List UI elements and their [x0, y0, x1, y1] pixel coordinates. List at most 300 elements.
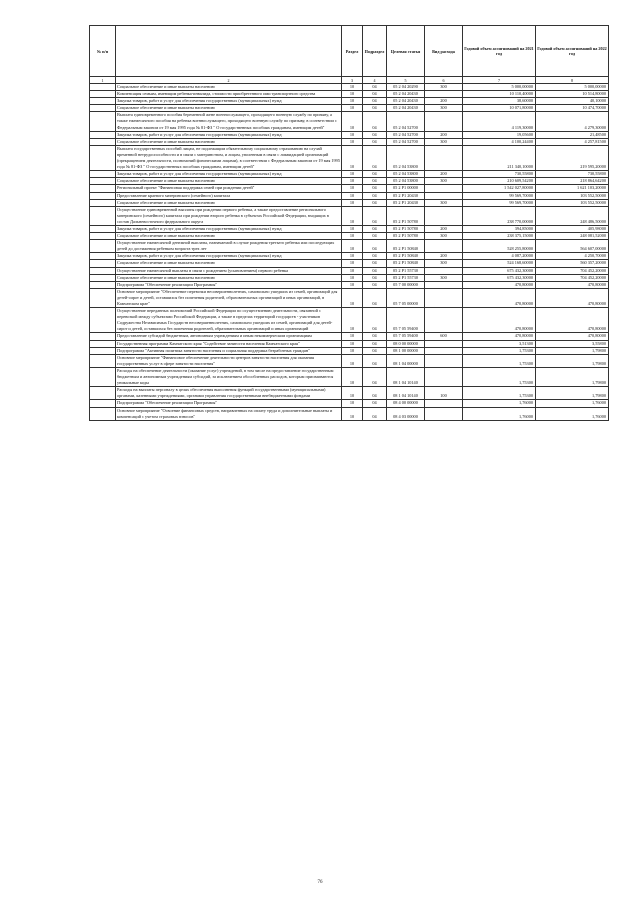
row-section: 10: [342, 253, 363, 260]
table-row: [90, 308, 609, 333]
row-amount-2022: 248 081,52000: [536, 233, 609, 240]
row-name: Выплата государственных пособий лицам, не подлежащим обязательному социальному страхованию на случай временной нетрудоспособности и в связи с материнством, и лицам, уволенным в связи с ликвидацией организаций (прекращением деятельности, полномочий физическими лицами), в соответствии с Федеральным законом от 19 мая 1995 года № 81-ФЗ " О государственных пособиях гражданам, имеющим детей": [117, 145, 340, 170]
row-section: 10: [342, 112, 363, 131]
table-row: [90, 233, 609, 240]
row-section: 10: [342, 91, 363, 98]
row-section: 10: [342, 281, 363, 288]
row-amount-2021: 675 432,30000: [463, 267, 536, 274]
row-expense-type: 300: [425, 178, 463, 185]
row-section: 10: [342, 225, 363, 232]
row-section: 10: [342, 192, 363, 199]
table-row: [90, 253, 609, 260]
row-number: [90, 131, 116, 138]
table-row: [90, 98, 609, 105]
table-row: [90, 112, 609, 131]
table-row: [90, 407, 609, 420]
col-number: 4: [363, 77, 387, 84]
row-subsection: 04: [363, 138, 387, 145]
row-subsection: 04: [363, 267, 387, 274]
table-row: [90, 131, 609, 138]
row-expense-type: [425, 400, 463, 407]
row-number: [90, 354, 116, 367]
table-row: [90, 260, 609, 267]
row-number: [90, 387, 116, 400]
row-section: 10: [342, 267, 363, 274]
row-expense-type: 300: [425, 199, 463, 206]
row-target-article: 08 1 00 00000: [387, 347, 425, 354]
table-row: [90, 267, 609, 274]
row-subsection: 04: [363, 387, 387, 400]
row-subsection: 04: [363, 367, 387, 386]
row-target-article: 05 2 04 20430: [387, 91, 425, 98]
row-amount-2022: 5 000,00000: [536, 84, 609, 91]
row-name: Подпрограмма "Обеспечение реализации Программы": [116, 281, 342, 288]
col-number: 5: [387, 77, 425, 84]
row-section: 10: [342, 199, 363, 206]
row-number: [90, 400, 116, 407]
row-amount-2022: 1,79800: [536, 347, 609, 354]
row-subsection: 04: [363, 288, 387, 307]
row-amount-2021: 1,75300: [463, 354, 536, 367]
header-name: [116, 26, 342, 77]
row-amount-2022: 218 864,64200: [536, 178, 609, 185]
row-target-article: 08 1 04 10140: [387, 367, 425, 386]
row-subsection: 04: [363, 105, 387, 112]
row-target-article: 05 2 04 53800: [387, 171, 425, 178]
row-subsection: 04: [363, 333, 387, 340]
row-amount-2021: 1,75300: [463, 387, 536, 400]
row-target-article: 05 2 P1 00000: [387, 185, 425, 192]
row-target-article: 05 7 00 00000: [387, 281, 425, 288]
row-number: [90, 260, 116, 267]
row-subsection: 04: [363, 91, 387, 98]
table-row: [90, 367, 609, 386]
row-section: 10: [342, 308, 363, 333]
table-row: [90, 185, 609, 192]
row-name: Компенсация семьям, имеющим ребенка-инвалида, стоимости приобретенного ими транспортного средства: [116, 91, 342, 98]
table-row: [90, 281, 609, 288]
col-number: 7: [463, 77, 536, 84]
row-subsection: 04: [363, 112, 387, 131]
header-2022: Годовой объем ассигнований на 2022 год: [536, 26, 609, 77]
row-target-article: 05 2 P1 55730: [387, 267, 425, 274]
row-expense-type: [425, 240, 463, 253]
table-row: [90, 240, 609, 253]
row-target-article: 05 7 05 00000: [387, 288, 425, 307]
row-expense-type: [425, 145, 463, 170]
row-expense-type: [425, 192, 463, 199]
table-row: [90, 91, 609, 98]
row-target-article: 08 4 03 00000: [387, 407, 425, 420]
row-amount-2022: 21,48500: [536, 131, 609, 138]
row-subsection: 04: [363, 98, 387, 105]
row-number: [90, 267, 116, 274]
row-number: [90, 145, 116, 170]
row-number: [90, 407, 116, 420]
row-name: Социальное обеспечение и иные выплаты населению: [116, 138, 342, 145]
row-expense-type: 300: [425, 233, 463, 240]
row-subsection: 04: [363, 260, 387, 267]
row-name: Выплата единовременного пособия беременной жене военнослужащего, проходящего военную службу по призыву, а также ежемесячного пособия на ребенка военнослужащего, проходящего военную службу по призыву, в соответствии с Федеральным законом от 19 мая 1995 года № 81-ФЗ " О государственных пособиях гражданам, имеющим детей": [116, 112, 342, 131]
row-section: 10: [342, 171, 363, 178]
row-name: Закупка товаров, работ и услуг для обеспечения государственных (муниципальных) нужд: [116, 225, 342, 232]
row-amount-2021: 1 542 027,80000: [463, 185, 536, 192]
row-section: 10: [342, 407, 363, 420]
row-target-article: 08 1 04 10140: [387, 387, 425, 400]
row-amount-2021: 1,76000: [463, 407, 536, 420]
table-row: [90, 105, 609, 112]
row-name: Осуществление единовременной выплаты при рождении первого ребенка, а также предоставление регионального материнского (семейного) капитала при рождении второго ребенка в субъектах Российской Федерации, входящих в состав Дальневосточного федерального округа: [116, 206, 342, 225]
row-number: [90, 199, 116, 206]
row-amount-2022: 704 452,20000: [536, 274, 609, 281]
row-target-article: 05 2 P1 55730: [387, 274, 425, 281]
row-name: Основное мероприятие "Финансовое обеспечение деятельности центров занятости населения для оказания государственных услуг в сфере занятости населения": [116, 354, 342, 367]
table-row: [90, 145, 609, 170]
row-amount-2021: 211 340,10000: [463, 145, 536, 170]
row-amount-2022: 1 621 103,20000: [536, 185, 609, 192]
row-amount-2022: 1,76000: [536, 407, 609, 420]
table-row: [90, 171, 609, 178]
row-amount-2022: 10 514,80000: [536, 91, 609, 98]
row-target-article: 05 2 P1 50780: [387, 233, 425, 240]
header-section: Раздел: [342, 26, 363, 77]
row-target-article: 05 7 05 59400: [387, 333, 425, 340]
table-header-row: [90, 26, 609, 77]
row-amount-2022: 470,80000: [536, 281, 609, 288]
row-name: Социальное обеспечение и иные выплаты населению: [116, 178, 342, 185]
row-amount-2021: 10 071,80000: [463, 105, 536, 112]
row-amount-2021: 1,75300: [463, 347, 536, 354]
row-section: 10: [342, 185, 363, 192]
row-number: [90, 333, 116, 340]
row-expense-type: 300: [425, 138, 463, 145]
row-name: Расходы на выплаты персоналу в целях обеспечения выполнения функций государственными (муниципальными) органами, казенными учреждениями, органами управления государственными внебюджетными фондами: [116, 387, 342, 400]
row-number: [90, 274, 116, 281]
row-expense-type: [425, 91, 463, 98]
table-row: [90, 225, 609, 232]
row-amount-2022: 1,79800: [536, 367, 609, 386]
row-amount-2021: 394,85000: [463, 225, 536, 232]
row-number: [90, 340, 116, 347]
row-amount-2021: 675 432,30000: [463, 274, 536, 281]
row-expense-type: [425, 112, 463, 131]
budget-table-sheet: [89, 25, 608, 421]
row-target-article: 05 2 04 20290: [387, 84, 425, 91]
row-target-article: 05 2 P1 50780: [387, 225, 425, 232]
row-name: Основное мероприятие "Обеспечение перевозки несовершеннолетних, самовольно ушедших из семей, организаций для детей-сирот и детей, оставшихся без попечения родителей, образовательных организаций и иных организаций, в Камчатском крае": [116, 288, 342, 307]
row-target-article: 05 7 05 59400: [387, 308, 425, 333]
row-subsection: 04: [363, 206, 387, 225]
row-subsection: 04: [363, 171, 387, 178]
row-amount-2021: 238 375,15000: [463, 233, 536, 240]
table-row: [90, 340, 609, 347]
row-expense-type: 600: [425, 333, 463, 340]
row-number: [90, 281, 116, 288]
header-2021: Годовой объем ассигнований на 2021 год: [463, 26, 536, 77]
row-number: [90, 112, 116, 131]
col-number: 8: [536, 77, 609, 84]
row-amount-2022: 103 552,50000: [536, 199, 609, 206]
table-row: [90, 288, 609, 307]
row-amount-2022: 1,79800: [536, 354, 609, 367]
row-amount-2022: 470,80000: [536, 333, 609, 340]
row-number: [90, 192, 116, 199]
row-target-article: 05 2 04 52700: [387, 131, 425, 138]
budget-table: [89, 25, 609, 421]
table-row: [90, 347, 609, 354]
row-section: 10: [342, 105, 363, 112]
row-expense-type: 200: [425, 131, 463, 138]
row-subsection: 04: [363, 145, 387, 170]
header-subsection: Подраздел: [363, 26, 387, 77]
row-target-article: 05 2 P1 50840: [387, 253, 425, 260]
row-amount-2021: 470,80000: [463, 288, 536, 307]
row-name: Осуществление ежемесячной денежной выплаты, назначаемой в случае рождения третьего ребенка или последующих детей до достижения ребенком возраста трех лет: [116, 240, 342, 253]
row-number: [90, 91, 116, 98]
row-section: 10: [342, 131, 363, 138]
row-subsection: 04: [363, 131, 387, 138]
row-section: 10: [342, 138, 363, 145]
row-name: Осуществление переданных полномочий Российской Федерации по осуществлению деятельности, связанной с перевозкой между субъектами Российской Федерации, а также в пределах территорий государств - участников Содружества Независимых Государств несовершеннолетних, самовольно ушедших из семей, организаций для детей-сирот и детей, оставшихся без попечения родителей, образовательных организаций и иных организаций: [116, 308, 342, 333]
row-expense-type: 200: [425, 98, 463, 105]
row-amount-2021: 4 119,30000: [463, 112, 536, 131]
row-amount-2021: 99 569,70000: [463, 192, 536, 199]
row-expense-type: 300: [425, 84, 463, 91]
table-row: [90, 333, 609, 340]
row-subsection: 04: [363, 253, 387, 260]
row-amount-2022: 3,55800: [536, 340, 609, 347]
row-amount-2022: 40,10000: [536, 98, 609, 105]
row-name: Социальное обеспечение и иные выплаты населению: [116, 260, 342, 267]
row-number: [90, 288, 116, 307]
row-section: 10: [342, 347, 363, 354]
row-expense-type: 200: [425, 171, 463, 178]
row-target-article: 08 0 00 00000: [387, 340, 425, 347]
row-section: 10: [342, 233, 363, 240]
row-subsection: 04: [363, 281, 387, 288]
row-name: Подпрограмма "Обеспечение реализации Программы": [116, 400, 342, 407]
row-amount-2021: 470,80000: [463, 333, 536, 340]
row-amount-2021: 528 255,80000: [463, 240, 536, 253]
row-amount-2022: 704 452,20000: [536, 267, 609, 274]
row-number: [90, 367, 116, 386]
row-target-article: 05 2 04 52700: [387, 138, 425, 145]
table-row: [90, 199, 609, 206]
row-subsection: 04: [363, 308, 387, 333]
row-name: Основное мероприятие "Освоение финансовых средств, направленных на оплату труда и дополнительные выплаты и компенсаций с учетом страховых взносов": [116, 407, 342, 420]
row-amount-2021: 1,76000: [463, 400, 536, 407]
row-amount-2022: 405,98000: [536, 225, 609, 232]
row-name: Осуществление ежемесячной выплаты в связи с рождением (усыновлением) первого ребенка: [116, 267, 342, 274]
row-section: 10: [342, 260, 363, 267]
row-amount-2022: 730,55800: [536, 171, 609, 178]
row-expense-type: [425, 288, 463, 307]
row-expense-type: [425, 367, 463, 386]
row-subsection: 04: [363, 199, 387, 206]
row-amount-2022: 564 607,00000: [536, 240, 609, 253]
row-subsection: 04: [363, 178, 387, 185]
row-section: 10: [342, 354, 363, 367]
row-amount-2022: 470,80000: [536, 308, 609, 333]
row-number: [90, 84, 116, 91]
row-amount-2021: 470,80000: [463, 308, 536, 333]
row-expense-type: [425, 354, 463, 367]
row-expense-type: [425, 267, 463, 274]
row-expense-type: 200: [425, 225, 463, 232]
row-amount-2021: 3,51300: [463, 340, 536, 347]
table-row: [90, 387, 609, 400]
row-amount-2021: 470,80000: [463, 281, 536, 288]
row-expense-type: [425, 340, 463, 347]
row-subsection: 04: [363, 347, 387, 354]
page-number: 76: [317, 880, 323, 885]
row-amount-2022: 1,76000: [536, 400, 609, 407]
row-name: Государственная программа Камчатского края "Содействие занятости населения Камчатского края": [116, 340, 342, 347]
row-target-article: 05 2 04 20430: [387, 98, 425, 105]
table-row: [90, 206, 609, 225]
row-section: 10: [342, 333, 363, 340]
row-amount-2021: 5 000,00000: [463, 84, 536, 91]
row-target-article: 05 2 04 53800: [387, 145, 425, 170]
row-subsection: 04: [363, 225, 387, 232]
row-name: Региональный проект "Финансовая поддержка семей при рождении детей": [116, 185, 342, 192]
row-amount-2021: 4 087,20000: [463, 253, 536, 260]
header-expense: Вид расхода: [425, 26, 463, 77]
row-name: Социальное обеспечение и иные выплаты населению: [116, 105, 342, 112]
row-amount-2022: 219 595,20000: [536, 145, 609, 170]
row-subsection: 04: [363, 407, 387, 420]
row-section: 10: [342, 178, 363, 185]
row-subsection: 04: [363, 84, 387, 91]
row-number: [90, 105, 116, 112]
row-section: 10: [342, 288, 363, 307]
row-section: 10: [342, 84, 363, 91]
col-number: 6: [425, 77, 463, 84]
row-expense-type: 300: [425, 260, 463, 267]
row-number: [90, 178, 116, 185]
row-expense-type: 300: [425, 105, 463, 112]
row-amount-2022: 4 257,81500: [536, 138, 609, 145]
row-name: Закупка товаров, работ и услуг для обеспечения государственных (муниципальных) нужд: [116, 171, 342, 178]
table-row: [90, 138, 609, 145]
row-section: 10: [342, 387, 363, 400]
row-amount-2022: 1,79800: [536, 387, 609, 400]
row-number: [90, 98, 116, 105]
row-amount-2021: 4 100,24400: [463, 138, 536, 145]
row-expense-type: [425, 308, 463, 333]
row-number: [90, 206, 116, 225]
table-row: [90, 354, 609, 367]
table-row: [90, 400, 609, 407]
row-target-article: 05 2 P1 50840: [387, 240, 425, 253]
row-name: Закупка товаров, работ и услуг для обеспечения государственных (муниципальных) нужд: [116, 131, 342, 138]
row-amount-2021: 10 110,40000: [463, 91, 536, 98]
row-number: [90, 138, 116, 145]
table-body: [90, 84, 609, 421]
table-row: [90, 192, 609, 199]
row-section: 10: [342, 98, 363, 105]
row-target-article: 05 2 04 53800: [387, 178, 425, 185]
row-subsection: 04: [363, 274, 387, 281]
row-section: 10: [342, 145, 363, 170]
row-expense-type: [425, 347, 463, 354]
row-amount-2021: 38,60000: [463, 98, 536, 105]
row-amount-2022: 4 279,30000: [536, 112, 609, 131]
row-number: [90, 240, 116, 253]
row-amount-2022: 10 474,70000: [536, 105, 609, 112]
row-amount-2021: 730,55800: [463, 171, 536, 178]
row-expense-type: 100: [425, 387, 463, 400]
table-row: [90, 84, 609, 91]
row-amount-2022: 470,80000: [536, 288, 609, 307]
row-name: Социальное обеспечение и иные выплаты населению: [116, 233, 342, 240]
row-section: 10: [342, 340, 363, 347]
row-name: Предоставление субсидий бюджетным, автономным учреждениям и иным некоммерческим организациям: [116, 333, 342, 340]
row-expense-type: [425, 206, 463, 225]
row-number: [90, 253, 116, 260]
row-expense-type: [425, 281, 463, 288]
row-expense-type: 300: [425, 274, 463, 281]
header-num: № п/п: [90, 26, 116, 77]
row-amount-2022: 4 250,70000: [536, 253, 609, 260]
row-expense-type: [425, 407, 463, 420]
row-subsection: 04: [363, 185, 387, 192]
row-subsection: 04: [363, 192, 387, 199]
row-subsection: 04: [363, 240, 387, 253]
row-target-article: 05 2 04 52700: [387, 112, 425, 131]
row-subsection: 04: [363, 354, 387, 367]
row-target-article: 05 2 P1 20430: [387, 199, 425, 206]
row-amount-2021: 1,75300: [463, 367, 536, 386]
row-section: 10: [342, 367, 363, 386]
row-amount-2021: 524 168,60000: [463, 260, 536, 267]
row-name: Социальное обеспечение и иные выплаты населению: [116, 199, 342, 206]
row-target-article: 08 1 04 00000: [387, 354, 425, 367]
row-target-article: 05 2 P1 50840: [387, 260, 425, 267]
row-amount-2021: 19,05600: [463, 131, 536, 138]
row-section: 10: [342, 274, 363, 281]
row-target-article: 05 2 P1 50780: [387, 206, 425, 225]
row-expense-type: 200: [425, 253, 463, 260]
row-amount-2021: 210 609,54200: [463, 178, 536, 185]
row-amount-2022: 103 552,50000: [536, 192, 609, 199]
row-target-article: 08 4 00 00000: [387, 400, 425, 407]
row-name: Предоставление краевого материнского (семейного) капитала: [116, 192, 342, 199]
table-row: [90, 178, 609, 185]
row-number: [90, 171, 116, 178]
row-name: Подпрограмма "Активная политика занятости населения и социальная поддержка безработных граждан": [116, 347, 342, 354]
row-subsection: 04: [363, 340, 387, 347]
row-subsection: 04: [363, 233, 387, 240]
table-row: [90, 274, 609, 281]
row-number: [90, 347, 116, 354]
row-amount-2021: 99 569,70000: [463, 199, 536, 206]
row-number: [90, 185, 116, 192]
row-amount-2022: 248 486,50000: [536, 206, 609, 225]
row-subsection: 04: [363, 400, 387, 407]
header-target: Целевая статья: [387, 26, 425, 77]
row-target-article: 05 2 P1 20430: [387, 192, 425, 199]
row-number: [90, 225, 116, 232]
row-section: 10: [342, 240, 363, 253]
row-section: 10: [342, 400, 363, 407]
row-name: Социальное обеспечение и иные выплаты населению: [116, 274, 342, 281]
row-name: Социальное обеспечение и иные выплаты населению: [116, 84, 342, 91]
row-target-article: 05 2 04 20430: [387, 105, 425, 112]
row-expense-type: [425, 185, 463, 192]
row-number: [90, 308, 116, 333]
row-name: Закупка товаров, работ и услуг для обеспечения государственных (муниципальных) нужд: [116, 98, 342, 105]
